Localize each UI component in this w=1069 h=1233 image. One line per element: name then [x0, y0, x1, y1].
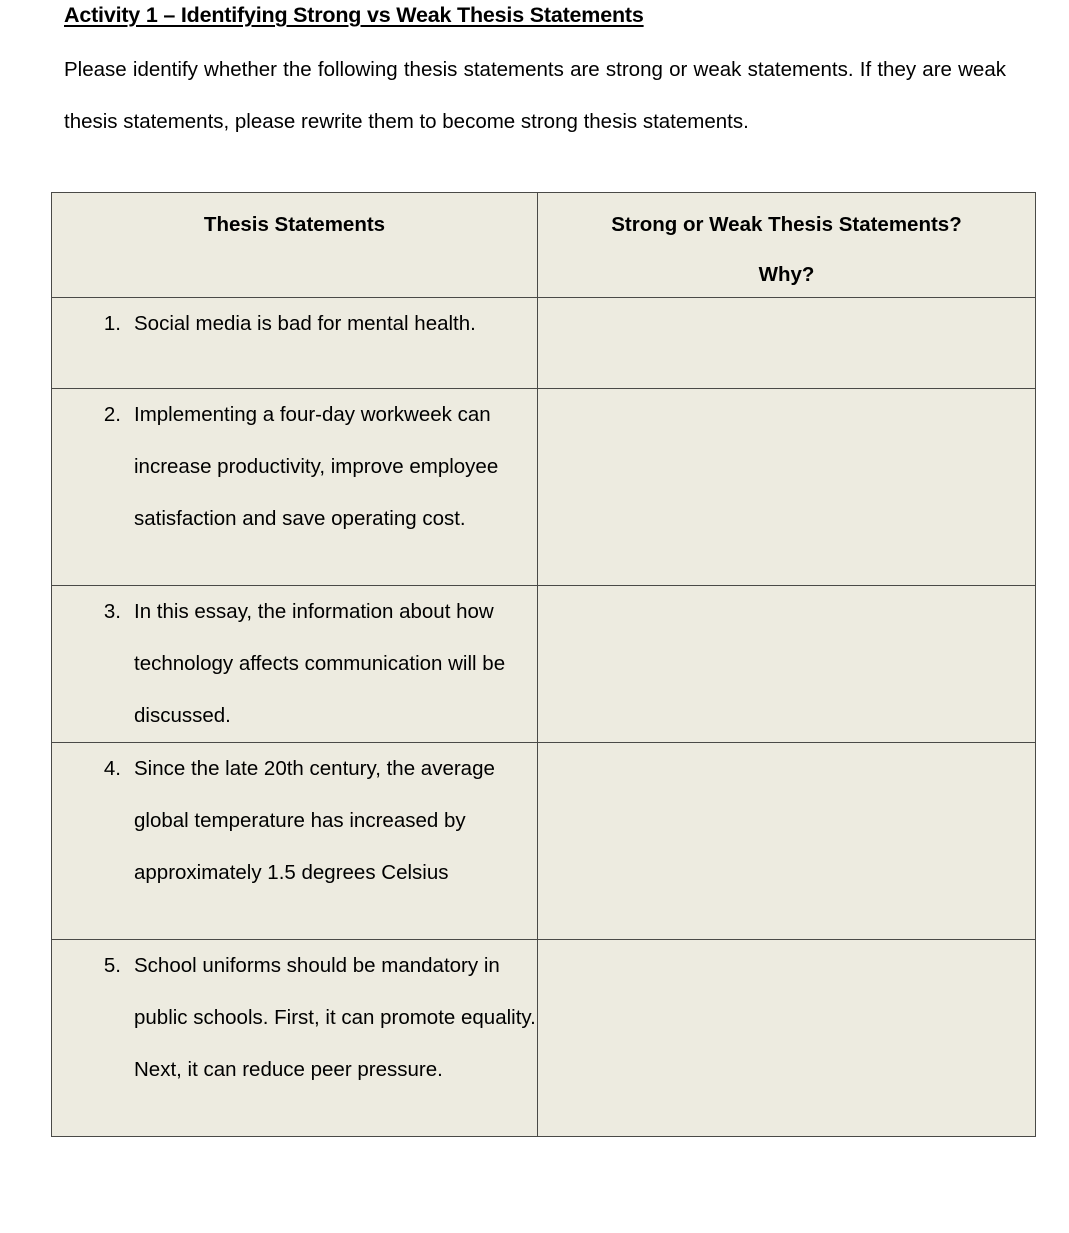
- answer-cell-5[interactable]: [538, 940, 1036, 1137]
- table-body: [52, 298, 1036, 1137]
- answer-cell-3[interactable]: [538, 586, 1036, 743]
- item-text-1: Social media is bad for mental health.: [134, 312, 476, 335]
- column-header-why-label: Why?: [758, 263, 815, 286]
- table-row: [52, 298, 1036, 389]
- thesis-statement-cell-2: [52, 389, 538, 586]
- answer-cell-1[interactable]: [538, 298, 1036, 389]
- column-header-thesis-statements-label: Thesis Statements: [203, 213, 386, 236]
- table-row: [52, 940, 1036, 1137]
- numbered-item-5: [52, 940, 537, 1096]
- page-title: Activity 1 – Identifying Strong vs Weak Thesis Statements: [64, 3, 644, 27]
- answer-cell-4[interactable]: [538, 743, 1036, 940]
- table-header-row: [52, 193, 1036, 298]
- item-text-2: Implementing a four-day workweek can increase productivity, improve employee satisfaction and save operating cost.: [134, 403, 499, 530]
- item-text-5: School uniforms should be mandatory in public schools. First, it can promote equality. Next, it can reduce peer pressure.: [134, 954, 536, 1081]
- column-header-strong-or-weak: [538, 193, 1036, 298]
- answer-cell-2[interactable]: [538, 389, 1036, 586]
- table-row: [52, 389, 1036, 586]
- column-header-thesis-statements: [52, 193, 538, 298]
- numbered-item-4: [52, 743, 537, 899]
- table-row: [52, 586, 1036, 743]
- item-number-1: 1.: [103, 312, 121, 335]
- table-row: [52, 743, 1036, 940]
- table-header: [52, 193, 1036, 298]
- column-header-strong-or-weak-label: Strong or Weak Thesis Statements?: [611, 213, 962, 236]
- thesis-statements-table: [51, 192, 1036, 1137]
- item-number-3: 3.: [103, 600, 121, 623]
- thesis-statement-cell-5: [52, 940, 538, 1137]
- item-number-5: 5.: [103, 954, 121, 977]
- item-text-4: Since the late 20th century, the average global temperature has increased by approximately 1.5 degrees Celsius: [134, 757, 495, 884]
- thesis-statement-cell-1: [52, 298, 538, 389]
- numbered-item-1: [52, 298, 537, 350]
- item-number-2: 2.: [103, 403, 121, 426]
- thesis-statement-cell-3: [52, 586, 538, 743]
- thesis-statement-cell-4: [52, 743, 538, 940]
- numbered-item-2: [52, 389, 537, 545]
- item-text-3: In this essay, the information about how technology affects communication will be discussed.: [134, 600, 506, 727]
- item-number-4: 4.: [103, 757, 121, 780]
- numbered-item-3: [52, 586, 537, 742]
- instructions-paragraph: Please identify whether the following thesis statements are strong or weak statements. If they are weak thesis statements, please rewrite them to become strong thesis statements.: [64, 58, 1006, 133]
